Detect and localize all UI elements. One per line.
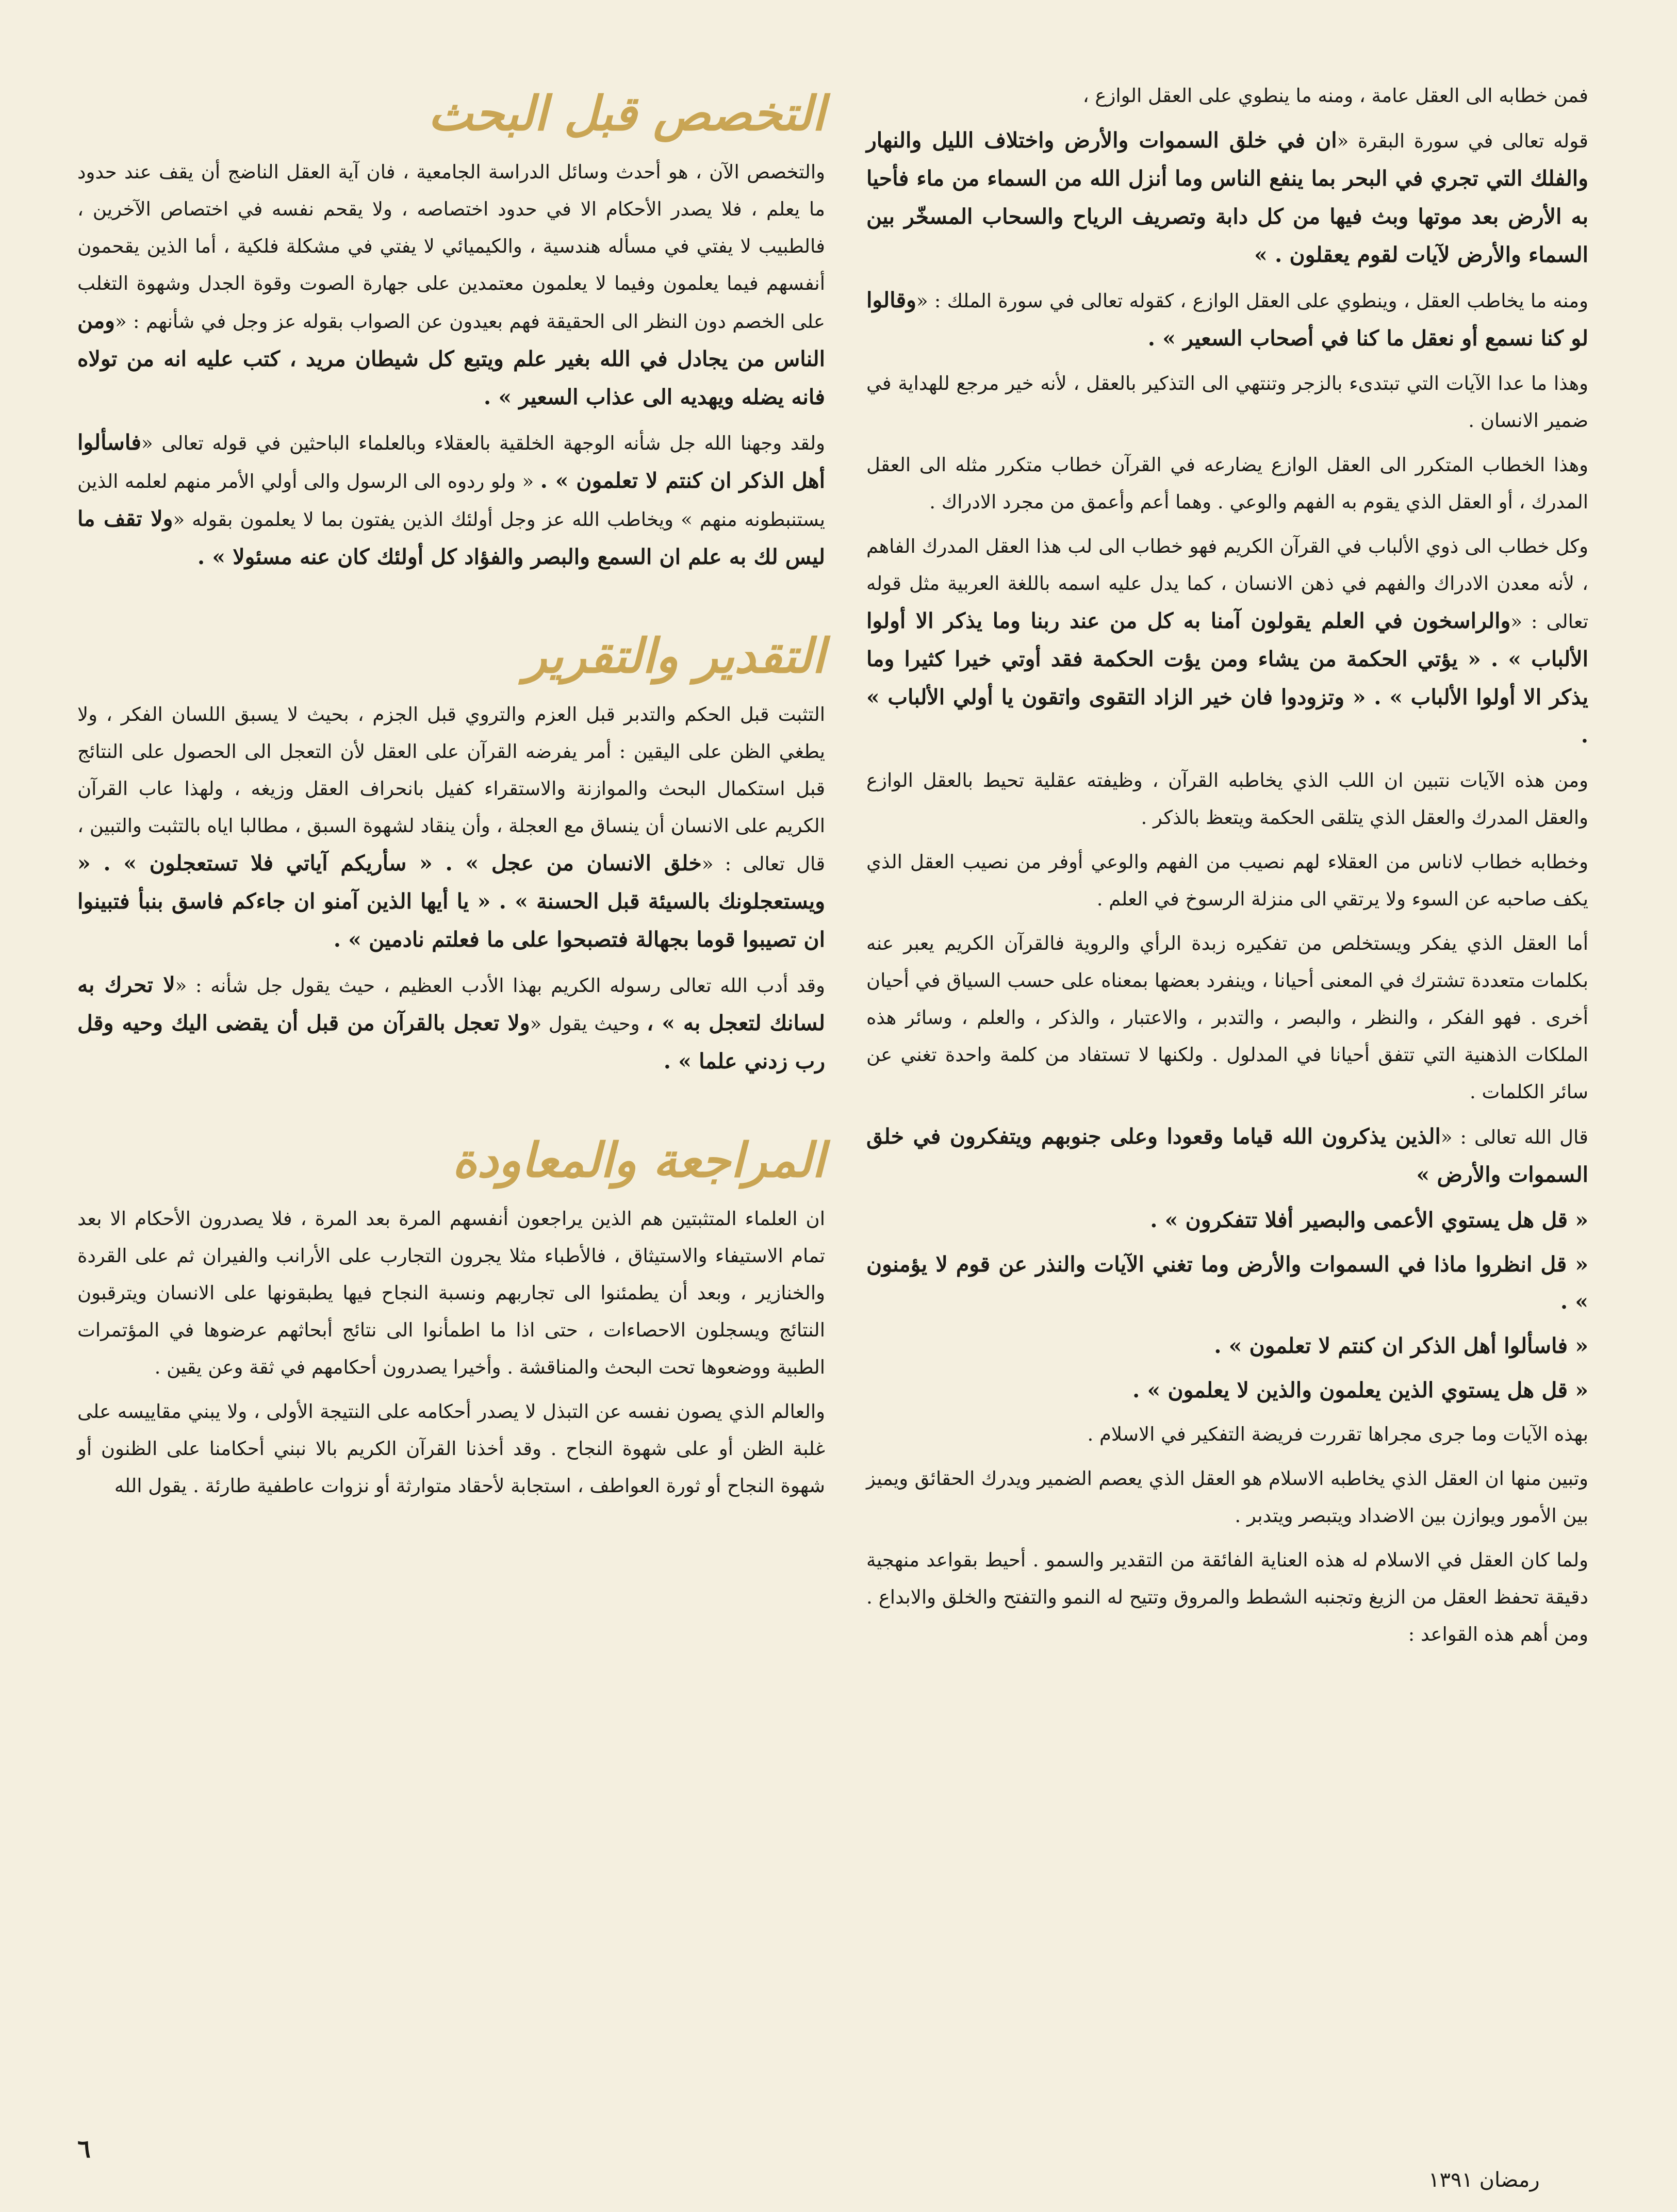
- quran-quote: ولا تعجل بالقرآن من قبل أن يقضى اليك وحيه وقل رب زدني علما » .: [77, 1011, 825, 1074]
- spacer: [77, 1088, 825, 1124]
- left-column: [77, 77, 825, 1512]
- paragraph: [77, 154, 825, 417]
- paragraph: ولما كان العقل في الاسلام له هذه العناية الفائقة من التقدير والسمو . أحيط بقواعد منهجية دقيقة تحفظ العقل من الزيغ وتجنبه الشطط والمروق وتتيح له النمو والتفتح والخلق والابداع . ومن أهم هذه القواعد :: [866, 1549, 1588, 1645]
- paragraph-text: ولقد وجهنا الله جل شأنه الوجهة الخلقية بالعقلاء وبالعلماء الباحثين في قوله تعالى «: [141, 432, 825, 454]
- quran-quote: والراسخون في العلم يقولون آمنا به كل من عند ربنا وما يذكر الا أولوا الألباب » . « يؤتي الحكمة من يشاء ومن يؤت الحكمة فقد أوتي خيرا كثيرا وما يذكر الا أولوا الألباب » . « وتزودوا فان خير الزاد التقوى واتقون يا أولي الألباب » .: [866, 608, 1588, 748]
- paragraph: [77, 696, 825, 959]
- paragraph-text: « ولو ردوه الى الرسول والى أولي الأمر منهم لعلمه الذين يستنبطونه منهم » ويخاطب الله عز وجل أولئك الذين يفتون بما لا يعلمون بقوله «: [77, 470, 826, 531]
- paragraph: وهذا ما عدا الآيات التي تبتدىء بالزجر وتنتهي الى التذكير بالعقل ، لأنه خير مرجع للهداية في ضمير الانسان .: [866, 372, 1588, 432]
- paragraph-text: وقد أدب الله تعالى رسوله الكريم بهذا الأدب العظيم ، حيث يقول جل شأنه : «: [175, 975, 825, 997]
- paragraph: أما العقل الذي يفكر ويستخلص من تفكيره زبدة الرأي والروية فالقرآن الكريم يعبر عنه بكلمات متعددة تشترك في المعنى أحيانا ، وينفرد بعضها بمعناه على حسب السياق في أحيان أخرى . فهو الفكر ، والنظر ، والبصر ، والتدبر ، والاعتبار ، والذكر ، والعلم ، وسائر هذه الملكات الذهنية التي تتفق أحيانا في المدلول . ولكنها لا تستفاد من كلمة واحدة تغني عن سائر الكلمات .: [866, 932, 1588, 1103]
- paragraph: [866, 1118, 1588, 1194]
- quran-quote: ومن الناس من يجادل في الله بغير علم ويتبع كل شيطان مريد ، كتب عليه انه من تولاه فانه يضله ويهديه الى عذاب السعير » .: [77, 308, 825, 409]
- paragraph-text: وحيث يقول «: [530, 1013, 640, 1035]
- paragraph-text: وكل خطاب الى ذوي الألباب في القرآن الكريم فهو خطاب الى لب هذا العقل المدرك الفاهم ، لأنه معدن الادراك والفهم في ذهن الانسان ، كما يدل عليه اسمه باللغة العربية مثل قوله تعالى : «: [866, 535, 1588, 633]
- paragraph: بهذه الآيات وما جرى مجراها تقررت فريضة التفكير في الاسلام .: [1087, 1423, 1588, 1445]
- quran-quote: « قل هل يستوي الذين يعلمون والذين لا يعلمون » .: [1132, 1378, 1588, 1402]
- paragraph-text: قال الله تعالى : «: [1440, 1126, 1588, 1148]
- paragraph-text: والتخصص الآن ، هو أحدث وسائل الدراسة الجامعية ، فان آية العقل الناضج أن يقف عند حدود ما يعلم ، فلا يصدر الأحكام الا في حدود اختصاصه ، ولا يقحم نفسه في اختصاص الآخرين ، فالطبيب لا يفتي في مسأله هندسية ، والكيميائي لا يفتي في مشكلة فلكية ، أما الذين يقحمون أنفسهم فيما يعلمون وفيما لا يعلمون معتمدين على جهارة الصوت وقوة الجدل وشهوة التغلب على الخصم دون النظر الى الحقيقة فهم بعيدون عن الصواب بقوله عز وجل في شأنهم : «: [77, 161, 825, 333]
- quran-quote: لا تحرك به لسانك لتعجل به » ،: [77, 972, 826, 1035]
- quran-quote: فاسألوا أهل الذكر ان كنتم لا تعلمون » .: [77, 430, 825, 493]
- paragraph: [77, 424, 825, 576]
- paragraph: [866, 282, 1588, 358]
- paragraph: وتبين منها ان العقل الذي يخاطبه الاسلام هو العقل الذي يعصم الضمير ويدرك الحقائق ويميز بين الأمور ويوازن بين الاضداد ويتبصر ويتدبر .: [866, 1467, 1588, 1527]
- quran-quote: ان في خلق السموات والأرض واختلاف الليل والنهار والفلك التي تجري في البحر بما ينفع الناس وما أنزل الله من السماء من ماء فأحيا به الأرض بعد موتها وبث فيها من كل دابة وتصريف الرياح والسحاب المسخّر بين السماء والأرض لآيات لقوم يعقلون . »: [866, 128, 1588, 267]
- paragraph: فمن خطابه الى العقل عامة ، ومنه ما ينطوي على العقل الوازع ،: [1082, 85, 1588, 107]
- quran-quote: « فاسألوا أهل الذكر ان كنتم لا تعلمون » .: [1214, 1333, 1588, 1358]
- paragraph-text: التثبت قبل الحكم والتدبر قبل العزم والتروي قبل الجزم ، بحيث لا يسبق اللسان الفكر ، ولا يطغي الظن على اليقين : أمر يفرضه القرآن على العقل لأن التعجل الى الحصول على النتائج قبل استكمال البحث والموازنة والاستقراء كفيل بانحراف العقل وزيغه ، ولهذا عاب القرآن الكريم على الانسان أن ينساق مع العجلة ، وأن ينقاد لشهوة السبق ، مطالبا اياه بالتثبت والتبين ، قال تعالى : «: [77, 703, 825, 875]
- quran-quote: « قل هل يستوي الأعمى والبصير أفلا تتفكرون » .: [1150, 1208, 1588, 1232]
- section-heading: المراجعة والمعاودة: [452, 1132, 825, 1188]
- paragraph: [866, 528, 1588, 755]
- paragraph: [866, 122, 1588, 274]
- right-column: [866, 77, 1588, 1660]
- paragraph: ان العلماء المتثبتين هم الذين يراجعون أنفسهم المرة بعد المرة ، فلا يصدرون الأحكام الا بعد تمام الاستيفاء والاستيثاق ، فالأطباء مثلا يجرون التجارب على الأرانب والفيران ثم على القردة والخنازير ، وبعد أن يطمئنوا الى تجاربهم ونسبة النجاح فيها يطبقونها على الانسان ويترقبون النتائج ويسجلون الاحصاءات ، حتى اذا ما اطمأنوا الى نتائج أبحاثهم عرضوها في المؤتمرات الطبية ووضعوها تحت البحث والمناقشة . وأخيرا يصدرون أحكامهم في ثقة وعن يقين .: [77, 1208, 825, 1378]
- issue-date-footer: رمضان ١٣٩١: [1428, 2168, 1540, 2192]
- paragraph: [77, 966, 825, 1081]
- spacer: [77, 584, 825, 620]
- paragraph: ومن هذه الآيات نتبين ان اللب الذي يخاطبه القرآن ، وظيفته عقلية تحيط بالعقل الوازع والعقل المدرك والعقل الذي يتلقى الحكمة ويتعظ بالذكر .: [866, 769, 1588, 829]
- quran-quote: « قل انظروا ماذا في السموات والأرض وما تغني الآيات والنذر عن قوم لا يؤمنون » .: [866, 1252, 1588, 1314]
- section-heading: التخصص قبل البحث: [428, 86, 825, 141]
- paragraph: وخطابه خطاب لاناس من العقلاء لهم نصيب من الفهم والوعي أوفر من نصيب العقل الذي يكف صاحبه عن السوء ولا يرتقي الى منزلة الرسوخ في العلم .: [866, 851, 1588, 910]
- section-heading: التقدير والتقرير: [523, 628, 825, 684]
- quran-quote: الذين يذكرون الله قياما وقعودا وعلى جنوبهم ويتفكرون في خلق السموات والأرض »: [866, 1124, 1588, 1187]
- page-number: ٦: [77, 2135, 91, 2164]
- quran-quote: وقالوا لو كنا نسمع أو نعقل ما كنا في أصحاب السعير » .: [866, 288, 1588, 351]
- quran-quote: ولا تقف ما ليس لك به علم ان السمع والبصر والفؤاد كل أولئك كان عنه مسئولا » .: [77, 506, 825, 569]
- paragraph: وهذا الخطاب المتكرر الى العقل الوازع يضارعه في القرآن خطاب متكرر مثله الى العقل المدرك ، أو العقل الذي يقوم به الفهم والوعي . وهما أعم وأعمق من مجرد الادراك .: [866, 454, 1588, 513]
- paragraph-text: قوله تعالى في سورة البقرة «: [1337, 130, 1588, 152]
- quran-quote: خلق الانسان من عجل » . « سأريكم آياتي فلا تستعجلون » . « ويستعجلونك بالسيئة قبل الحسنة » . « يا أيها الذين آمنو ان جاءكم فاسق بنبأ فتبينوا ان تصيبوا قوما بجهالة فتصبحوا على ما فعلتم نادمين » .: [77, 851, 825, 952]
- paragraph-text: ومنه ما يخاطب العقل ، وينطوي على العقل الوازع ، كقوله تعالى في سورة الملك : «: [916, 290, 1588, 312]
- paragraph: والعالم الذي يصون نفسه عن التبذل لا يصدر أحكامه على النتيجة الأولى ، ولا يبني مقاييسه على غلبة الظن أو على شهوة النجاح . وقد أخذنا القرآن الكريم بالا نبني أحكامنا على الظنون أو شهوة النجاح أو ثورة العواطف ، استجابة لأحقاد متوارثة أو نزوات عاطفية طارئة . يقول الله: [77, 1400, 825, 1497]
